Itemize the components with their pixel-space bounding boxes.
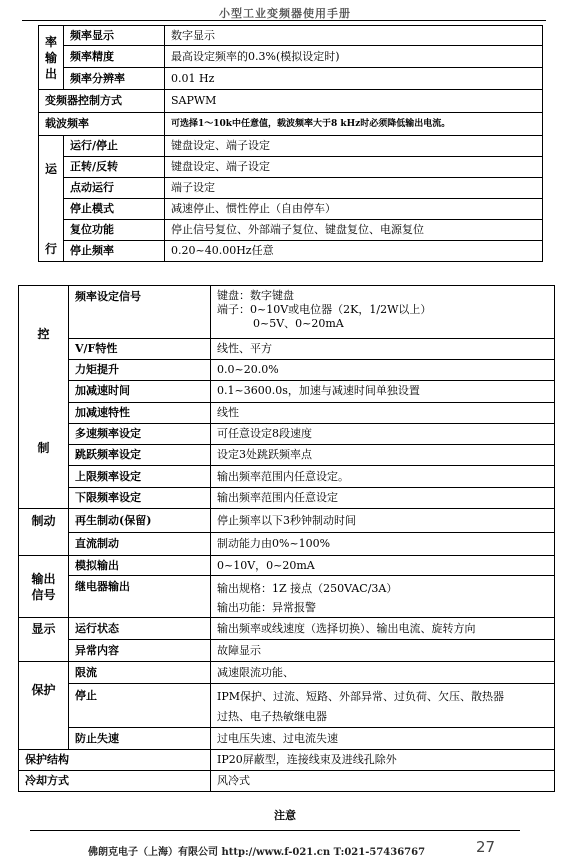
- spec-item: 正转/反转: [64, 157, 165, 178]
- spec-item: 运行/停止: [64, 136, 165, 157]
- spec-value: 风冷式: [211, 771, 555, 792]
- note-heading: 注意: [274, 809, 296, 822]
- spec-item: 限流: [69, 662, 211, 684]
- spec-value: 输出频率或线速度（选择切换）、输出电流、旋转方向: [211, 618, 555, 640]
- spec-item: 频率设定信号: [69, 286, 211, 339]
- spec-value-multiline: IPM保护、过流、短路、外部异常、过负荷、欠压、散热器 过热、电子热敏继电器: [211, 684, 555, 728]
- spec-item: 模拟输出: [69, 556, 211, 576]
- spec-value: 故障显示: [211, 640, 555, 662]
- spec-item: 再生制动(保留): [69, 509, 211, 533]
- spec-value: 过电压失速、过电流失速: [211, 728, 555, 750]
- spec-item: 停止频率: [64, 241, 165, 262]
- spec-value: 可选择1～10k中任意值，载波频率大于8 kHz时必须降低输出电流。: [165, 113, 543, 136]
- display-category-label: 显示: [19, 618, 69, 662]
- spec-table-control-protection: [18, 285, 555, 792]
- spec-item: 保护结构: [19, 750, 211, 771]
- spec-value: 0.20~40.00Hz任意: [165, 241, 543, 262]
- header-divider: [22, 20, 546, 21]
- spec-item: V/F特性: [69, 338, 211, 359]
- spec-value: 制动能力由0%~100%: [211, 533, 555, 556]
- spec-value: 减速限流功能、: [211, 662, 555, 684]
- spec-value: 最高设定频率的0.3%(模拟设定时): [165, 46, 543, 68]
- page-header: 小型工业变频器使用手册: [219, 7, 351, 20]
- spec-item: 下限频率设定: [69, 487, 211, 508]
- spec-item: 防止失速: [69, 728, 211, 750]
- spec-item: 跳跃频率设定: [69, 445, 211, 466]
- protection-category-label: 保护: [19, 662, 69, 750]
- spec-value-multiline: 键盘：数字键盘 端子：0~10V或电位器（2K，1/2W以上） 0~5V、0~20mA: [211, 286, 555, 339]
- spec-value: 0.01 Hz: [165, 68, 543, 90]
- spec-item: 多速频率设定: [69, 423, 211, 444]
- spec-item: 变频器控制方式: [39, 90, 165, 113]
- spec-item: 加减速特性: [69, 402, 211, 423]
- spec-value: 端子设定: [165, 178, 543, 199]
- run-category-label: 运 行: [39, 136, 64, 262]
- spec-value: 键盘设定、端子设定: [165, 136, 543, 157]
- spec-item: 频率显示: [64, 26, 165, 46]
- spec-value: 键盘设定、端子设定: [165, 157, 543, 178]
- spec-value: 0.0~20.0%: [211, 359, 555, 380]
- spec-value-multiline: 输出规格：1Z 接点（250VAC/3A） 输出功能：异常报警: [211, 576, 555, 618]
- footer-divider: [30, 830, 520, 831]
- spec-item: 冷却方式: [19, 771, 211, 792]
- spec-value: 数字显示: [165, 26, 543, 46]
- spec-item: 停止: [69, 684, 211, 728]
- spec-item: 力矩提升: [69, 359, 211, 380]
- spec-value: IP20屏蔽型，连接线束及进线孔除外: [211, 750, 555, 771]
- control-category-label: 控 制: [19, 286, 69, 509]
- spec-table-output-run: [38, 25, 543, 262]
- spec-value: 0.1~3600.0s，加速与减速时间单独设置: [211, 381, 555, 402]
- spec-value: 可任意设定8段速度: [211, 423, 555, 444]
- spec-item: 停止模式: [64, 199, 165, 220]
- spec-item: 上限频率设定: [69, 466, 211, 487]
- output-signal-category-label: 输出 信号: [19, 556, 69, 618]
- spec-value: 停止频率以下3秒钟制动时间: [211, 509, 555, 533]
- spec-value: 设定3处跳跃频率点: [211, 445, 555, 466]
- spec-value: 输出频率范围内任意设定: [211, 487, 555, 508]
- braking-category-label: 制动: [19, 509, 69, 556]
- spec-value: 停止信号复位、外部端子复位、键盘复位、电源复位: [165, 220, 543, 241]
- spec-value: 减速停止、惯性停止（自由停车）: [165, 199, 543, 220]
- spec-value: SAPWM: [165, 90, 543, 113]
- spec-item: 继电器输出: [69, 576, 211, 618]
- page-number: 27: [476, 838, 496, 856]
- spec-item: 载波频率: [39, 113, 165, 136]
- spec-value: 线性: [211, 402, 555, 423]
- footer-company: 佛朗克电子（上海）有限公司 http://www.f-021.cn T:021-57436767: [88, 847, 426, 858]
- spec-item: 异常内容: [69, 640, 211, 662]
- spec-item: 点动运行: [64, 178, 165, 199]
- spec-value: 输出频率范围内任意设定。: [211, 466, 555, 487]
- spec-item: 频率分辨率: [64, 68, 165, 90]
- spec-item: 复位功能: [64, 220, 165, 241]
- spec-item: 运行状态: [69, 618, 211, 640]
- spec-value: 0~10V，0~20mA: [211, 556, 555, 576]
- output-category-label: 率 输 出: [39, 26, 64, 90]
- spec-value: 线性、平方: [211, 338, 555, 359]
- spec-item: 加减速时间: [69, 381, 211, 402]
- spec-item: 频率精度: [64, 46, 165, 68]
- spec-item: 直流制动: [69, 533, 211, 556]
